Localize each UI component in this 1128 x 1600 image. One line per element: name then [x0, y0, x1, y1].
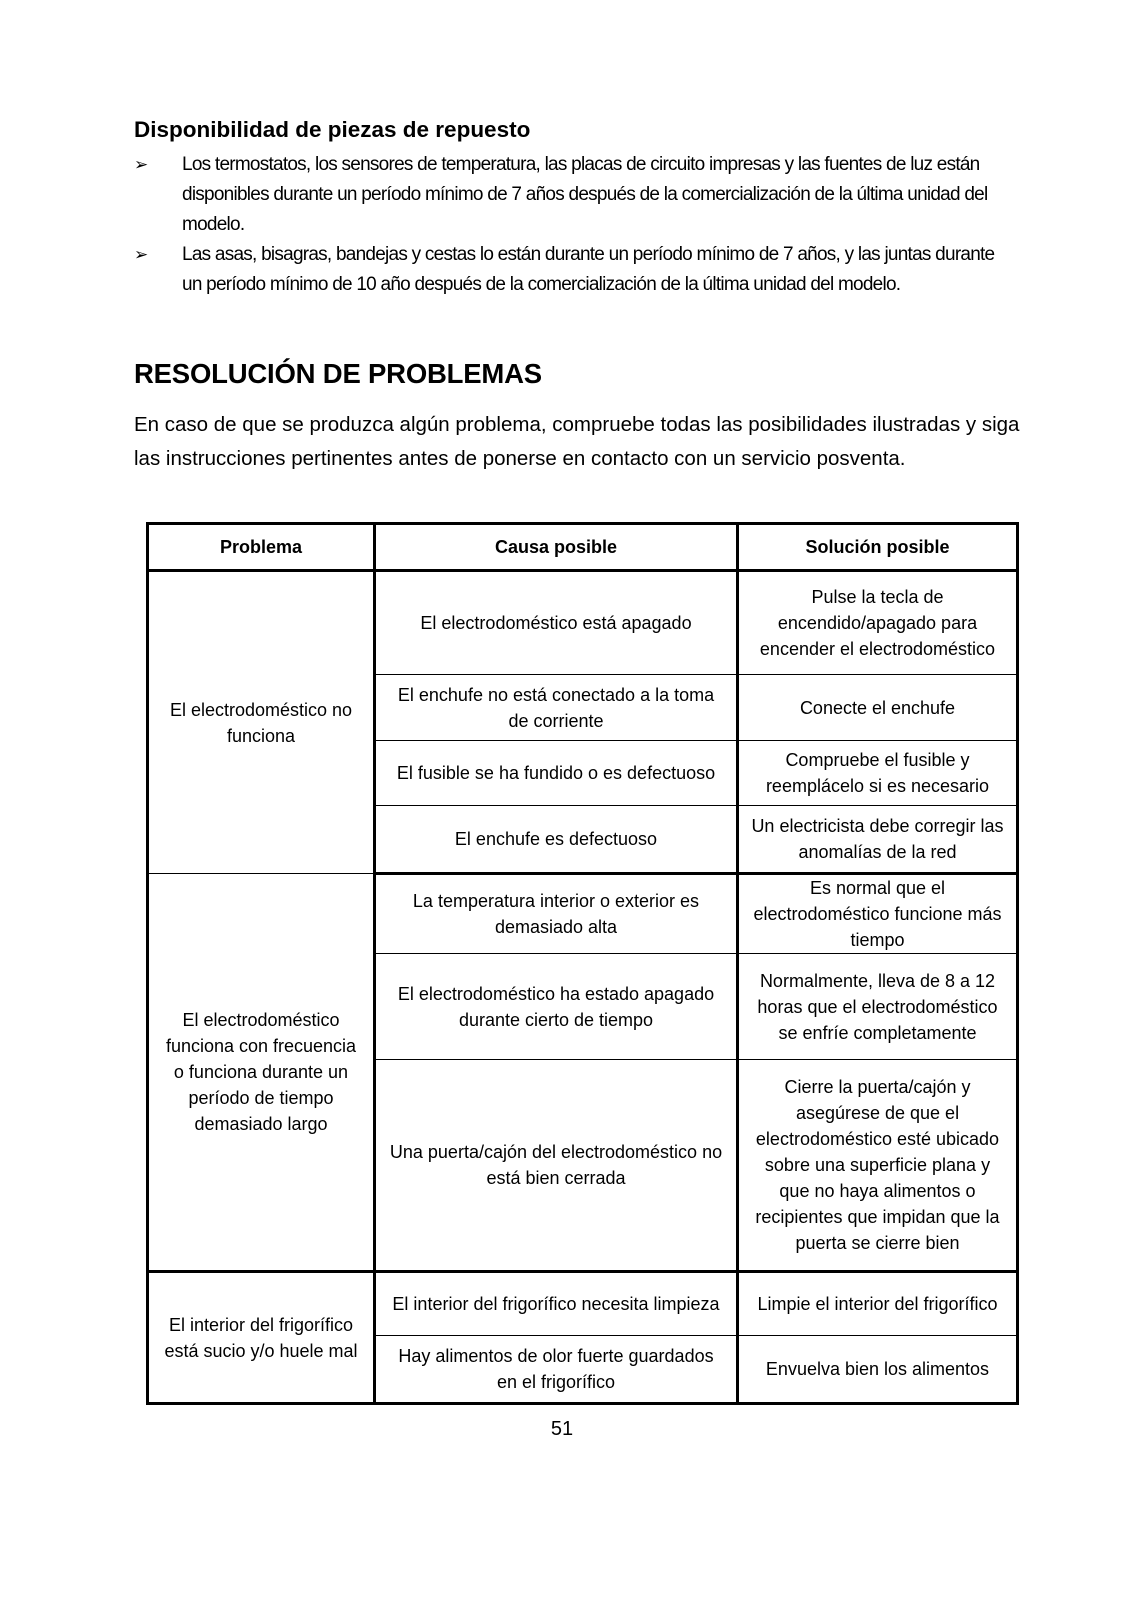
- problem-cell: El electrodoméstico no funciona: [148, 571, 375, 874]
- table-row: [148, 1272, 1018, 1336]
- list-item: [134, 240, 1014, 300]
- cause-cell: Hay alimentos de olor fuerte guardados en el frigorífico: [375, 1336, 738, 1404]
- intro-paragraph: En caso de que se produzca algún problema, compruebe todas las posibilidades ilustradas y siga las instrucciones pertinentes antes de ponerse en contacto con un servicio posventa.: [134, 413, 1020, 470]
- solution-cell: Conecte el enchufe: [738, 675, 1018, 741]
- solution-cell: Compruebe el fusible y reemplácelo si es necesario: [738, 741, 1018, 806]
- list-item-text: Los termostatos, los sensores de temperatura, las placas de circuito impresas y las fuentes de luz están disponibles durante un período mínimo de 7 años después de la comercialización de la última unidad del modelo.: [182, 154, 988, 235]
- cause-cell: El electrodoméstico ha estado apagado durante cierto de tiempo: [375, 954, 738, 1060]
- spare-parts-title: Disponibilidad de piezas de repuesto: [134, 117, 531, 142]
- header-solution: Solución posible: [738, 524, 1018, 571]
- solution-cell: Limpie el interior del frigorífico: [738, 1272, 1018, 1336]
- header-problem: Problema: [148, 524, 375, 571]
- troubleshooting-table: [146, 522, 1019, 1405]
- list-item: [134, 150, 1014, 240]
- cause-cell: El fusible se ha fundido o es defectuoso: [375, 741, 738, 806]
- solution-cell: Cierre la puerta/cajón y asegúrese de que el electrodoméstico esté ubicado sobre una superficie plana y que no haya alimentos o recipientes que impidan que la puerta se cierre bien: [738, 1060, 1018, 1272]
- spare-parts-list: [134, 150, 1014, 300]
- cause-cell: El interior del frigorífico necesita limpieza: [375, 1272, 738, 1336]
- problem-cell: El interior del frigorífico está sucio y/o huele mal: [148, 1272, 375, 1404]
- cause-cell: El electrodoméstico está apagado: [375, 571, 738, 675]
- problem-cell: El electrodoméstico funciona con frecuencia o funciona durante un período de tiempo demasiado largo: [148, 874, 375, 1272]
- solution-cell: Un electricista debe corregir las anomalías de la red: [738, 806, 1018, 874]
- arrow-bullet-icon: ➢: [134, 155, 148, 174]
- solution-cell: Envuelva bien los alimentos: [738, 1336, 1018, 1404]
- page-number: 51: [550, 1418, 574, 1440]
- solution-cell: Es normal que el electrodoméstico funcione más tiempo: [738, 874, 1018, 954]
- section-title: RESOLUCIÓN DE PROBLEMAS: [134, 358, 542, 389]
- arrow-bullet-icon: ➢: [134, 245, 148, 264]
- cause-cell: Una puerta/cajón del electrodoméstico no está bien cerrada: [375, 1060, 738, 1272]
- solution-cell: Pulse la tecla de encendido/apagado para encender el electrodoméstico: [738, 571, 1018, 675]
- cause-cell: La temperatura interior o exterior es demasiado alta: [375, 874, 738, 954]
- table-header-row: [148, 524, 1018, 571]
- header-cause: Causa posible: [375, 524, 738, 571]
- cause-cell: El enchufe es defectuoso: [375, 806, 738, 874]
- table-row: [148, 571, 1018, 675]
- cause-cell: El enchufe no está conectado a la toma de corriente: [375, 675, 738, 741]
- solution-cell: Normalmente, lleva de 8 a 12 horas que el electrodoméstico se enfríe completamente: [738, 954, 1018, 1060]
- list-item-text: Las asas, bisagras, bandejas y cestas lo están durante un período mínimo de 7 años, y las juntas durante un período mínimo de 10 año después de la comercialización de la última unidad del modelo.: [182, 244, 995, 295]
- table-row: [148, 874, 1018, 954]
